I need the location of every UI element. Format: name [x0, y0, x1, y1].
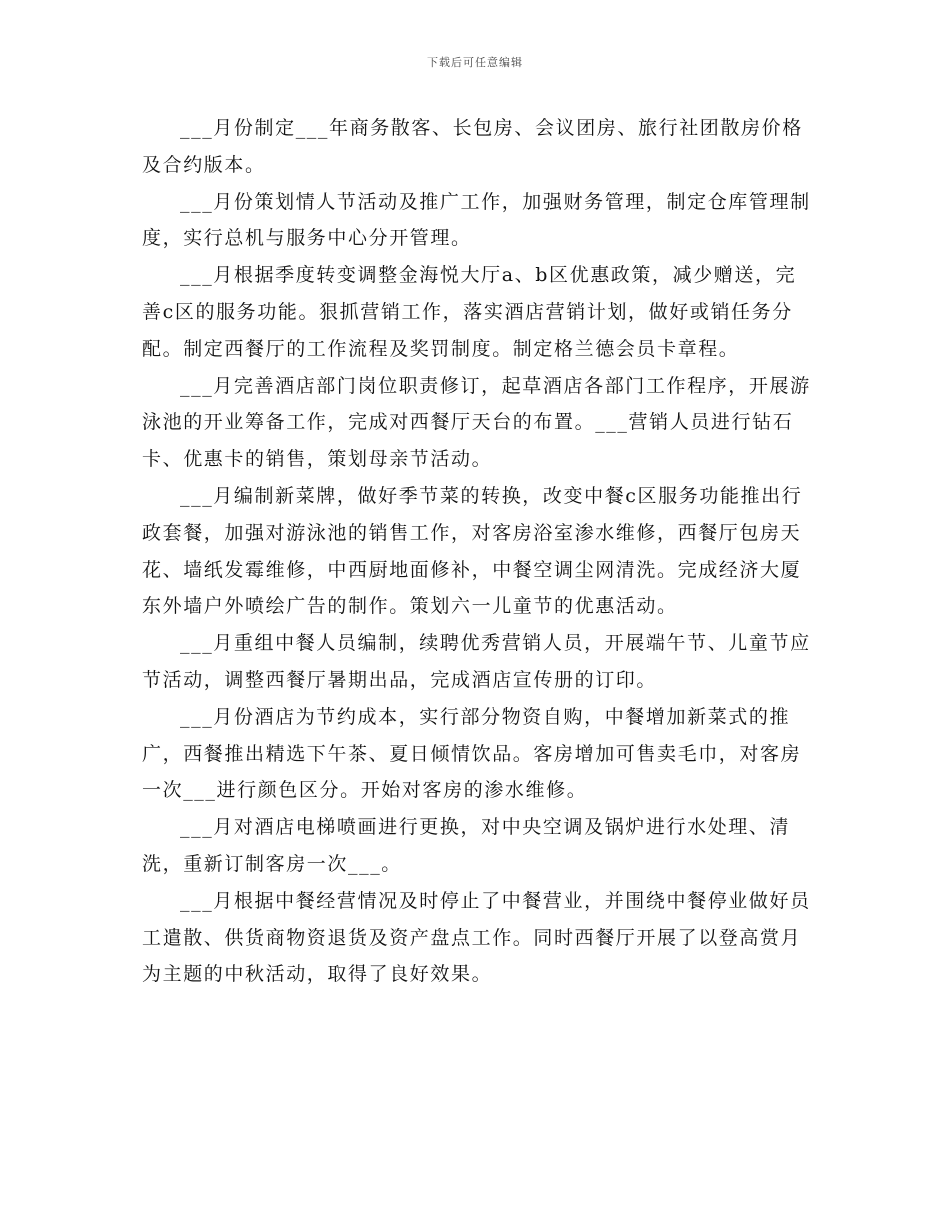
- paragraph-8: ___月对酒店电梯喷画进行更换，对中央空调及锅炉进行水处理、清洗，重新订制客房一次___。: [142, 816, 791, 875]
- paragraph-1: ___月份制定___年商务散客、长包房、会议团房、旅行社团散房价格及合约版本。: [142, 117, 803, 176]
- paragraph-4: ___月完善酒店部门岗位职责修订，起草酒店各部门工作程序，开展游泳池的开业筹备工作，完成对西餐厅天台的布置。___营销人员进行钻石卡、优惠卡的销售，策划母亲节活动。: [142, 374, 811, 471]
- paragraph-6: ___月重组中餐人员编制，续聘优秀营销人员，开展端午节、儿童节应节活动，调整西餐厅暑期出品，完成酒店宣传册的订印。: [142, 632, 811, 691]
- page-header: 下载后可任意编辑: [427, 56, 523, 69]
- paragraph-2: ___月份策划情人节活动及推广工作，加强财务管理，制定仓库管理制度，实行总机与服务中心分开管理。: [142, 190, 811, 250]
- paragraph-5: ___月编制新菜牌，做好季节菜的转换，改变中餐c区服务功能推出行政套餐，加强对游泳池的销售工作，对客房浴室渗水维修，西餐厅包房天花、墙纸发霉维修，中西厨地面修补，中餐空调尘网清洗。完成经济大厦东外墙户外喷绘广告的制作。策划六一儿童节的优惠活动。: [142, 484, 803, 618]
- paragraph-3: ___月根据季度转变调整金海悦大厅a、b区优惠政策，减少赠送，完善c区的服务功能。狠抓营销工作，落实酒店营销计划，做好或销任务分配。制定西餐厅的工作流程及奖罚制度。制定格兰德会员卡章程。: [142, 264, 797, 360]
- paragraph-7: ___月份酒店为节约成本，实行部分物资自购，中餐增加新菜式的推广，西餐推出精选下午茶、夏日倾情饮品。客房增加可售卖毛巾，对客房一次___进行颜色区分。开始对客房的渗水维修。: [142, 705, 802, 802]
- paragraph-9: ___月根据中餐经营情况及时停止了中餐营业，并围绕中餐停业做好员工遣散、供货商物资退货及资产盘点工作。同时西餐厅开展了以登高赏月为主题的中秋活动，取得了良好效果。: [142, 889, 811, 986]
- document-body: [142, 110, 814, 993]
